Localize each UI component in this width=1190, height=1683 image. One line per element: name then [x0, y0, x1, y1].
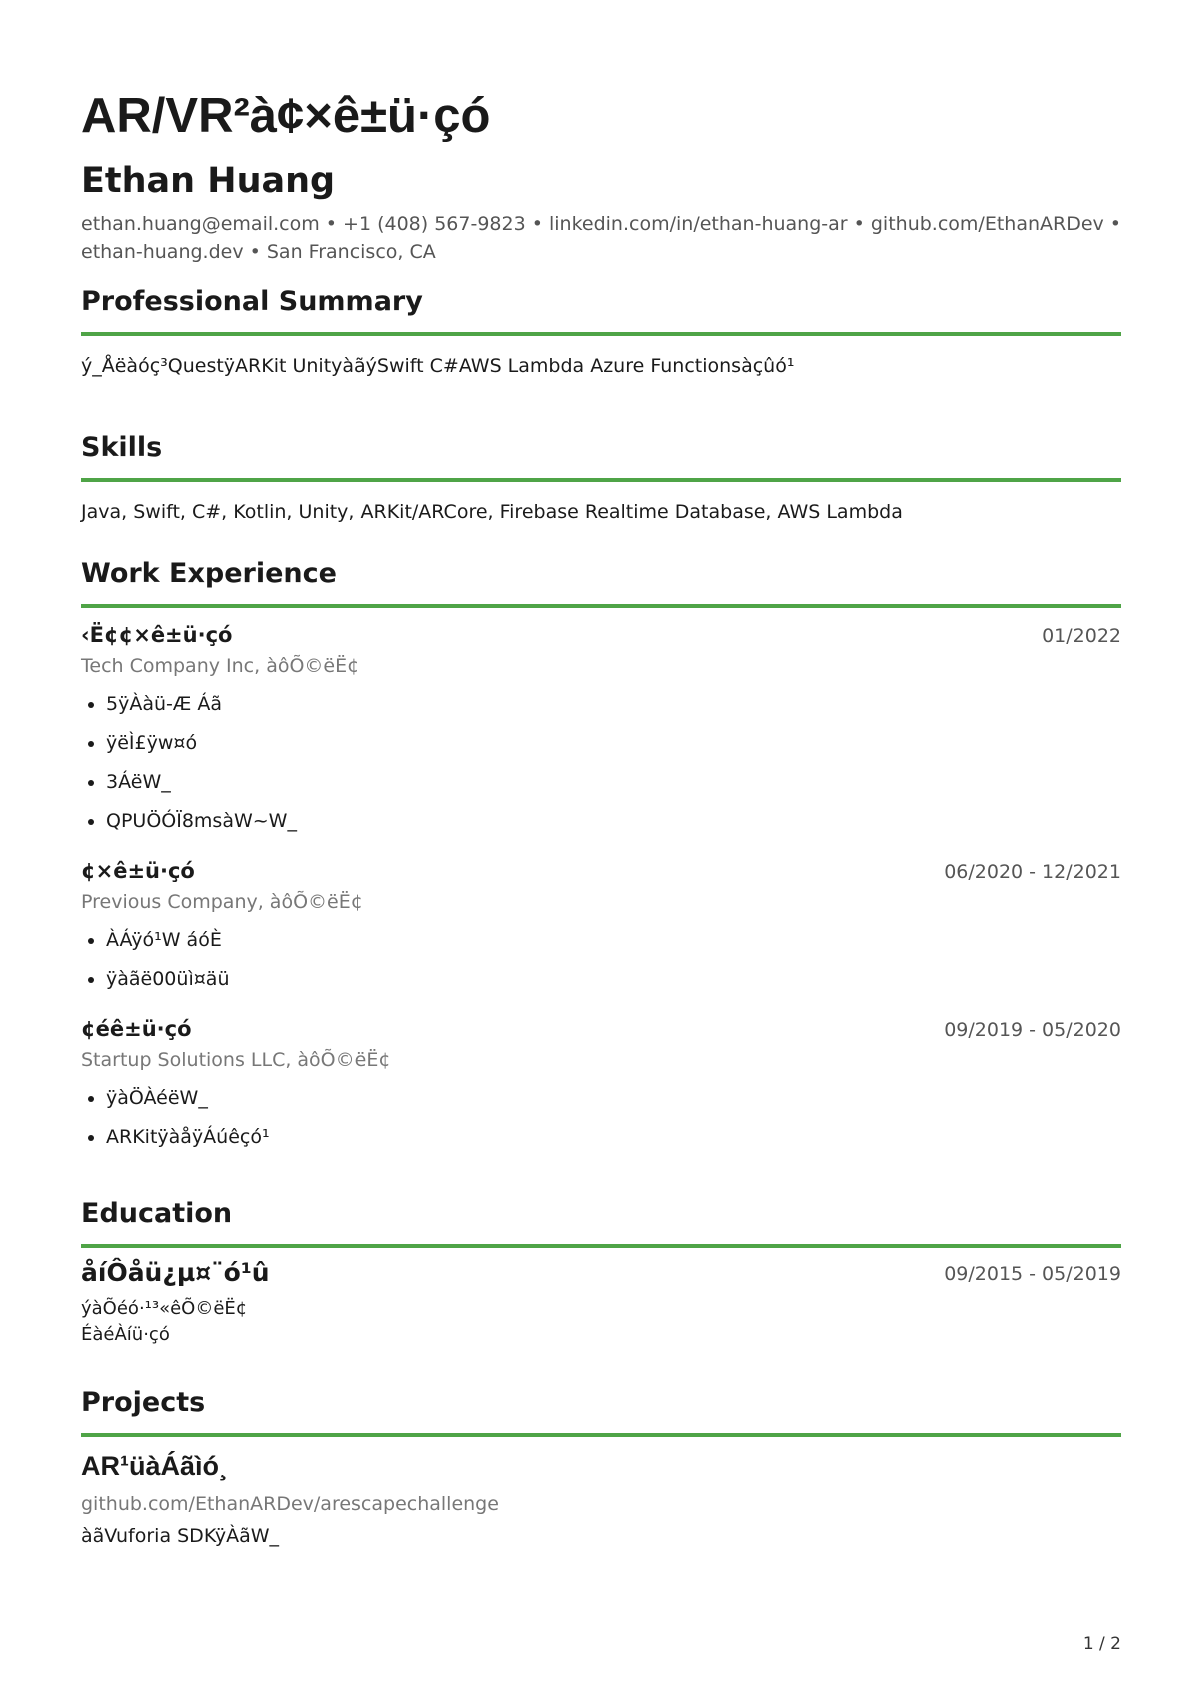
section-divider [81, 1433, 1121, 1437]
skills-text: Java, Swift, C#, Kotlin, Unity, ARKit/ARCore, Firebase Realtime Database, AWS Lambda [81, 501, 903, 523]
job-entry [81, 856, 1121, 1004]
job-company: Tech Company Inc, àôÕ©ëË¢ [81, 655, 360, 677]
section-divider [81, 604, 1121, 608]
summary-text: ý_Åëàóç³QuestÿARKit UnityàãýSwift C#AWS Lambda Azure Functionsàçûó¹ [81, 355, 795, 377]
job-bullets [81, 1084, 1121, 1151]
section-heading-projects: Projects [81, 1387, 206, 1418]
section-skills [81, 430, 1121, 526]
education-date: 09/2015 - 05/2019 [944, 1263, 1121, 1285]
section-experience [81, 556, 1121, 608]
section-heading-skills: Skills [81, 432, 163, 463]
job-entry [81, 620, 1121, 846]
project-title: AR¹üàÁãìó¸ [81, 1451, 228, 1481]
job-entry [81, 1014, 1121, 1162]
job-company: Previous Company, àôÕ©ëË¢ [81, 891, 363, 913]
field-line: ÉàéÀíü·çó [81, 1324, 170, 1345]
section-divider [81, 1244, 1121, 1248]
job-bullet: • 3ÁëW_ [106, 768, 1121, 796]
project-entry [81, 1448, 1121, 1550]
section-projects [81, 1385, 1121, 1437]
job-bullet: • ÿàÖÀéëW_ [106, 1084, 1121, 1112]
job-date: 09/2019 - 05/2020 [944, 1019, 1121, 1041]
job-title: ¢éê±ü·çó [81, 1017, 192, 1041]
candidate-name: Ethan Huang [81, 161, 336, 201]
job-bullet: • ÀÁÿó¹W áóÈ [106, 926, 1121, 954]
project-link[interactable]: github.com/EthanARDev/arescapechallenge [81, 1493, 499, 1515]
section-heading-summary: Professional Summary [81, 286, 423, 317]
job-date: 06/2020 - 12/2021 [944, 861, 1121, 883]
job-bullet: • QPUÖÓÏ8msàW~W_ [106, 807, 1121, 835]
job-date: 01/2022 [1042, 625, 1121, 647]
section-summary [81, 284, 1121, 380]
project-description: àãVuforia SDKÿÀãW_ [81, 1525, 280, 1547]
section-heading-experience: Work Experience [81, 558, 337, 589]
section-divider [81, 332, 1121, 336]
job-company: Startup Solutions LLC, àôÕ©ëË¢ [81, 1049, 391, 1071]
job-bullets [81, 926, 1121, 993]
job-bullet: • 5ÿÀàü-Æ Áã [106, 690, 1121, 718]
job-bullets [81, 690, 1121, 835]
contact-line: ethan.huang@email.com • +1 (408) 567-9823 • linkedin.com/in/ethan-huang-ar • github.com/EthanARDev • ethan-huang.dev • San Francisco, CA [81, 213, 1122, 263]
job-bullet: • ÿëÌ£ÿw¤ó [106, 729, 1121, 757]
job-bullet: • ARKitÿàåÿÁúêçó¹ [106, 1123, 1121, 1151]
school-line: ýàÕéó·¹³«êÕ©ëË¢ [81, 1298, 248, 1319]
section-divider [81, 478, 1121, 482]
job-title: ¢×ê±ü·çó [81, 859, 195, 883]
document-title: AR/VR²à¢×ê±ü·çó [81, 89, 491, 143]
section-heading-education: Education [81, 1198, 233, 1229]
education-entry [81, 1256, 1121, 1348]
job-title: ‹Ë¢¢×ê±ü·çó [81, 623, 233, 647]
degree-title: åíÔåü¿µ¤¨ó¹û [81, 1258, 270, 1287]
section-education [81, 1196, 1121, 1248]
page-number: 1 / 2 [1082, 1634, 1121, 1654]
job-bullet: • ÿàãë00üì¤äü [106, 965, 1121, 993]
